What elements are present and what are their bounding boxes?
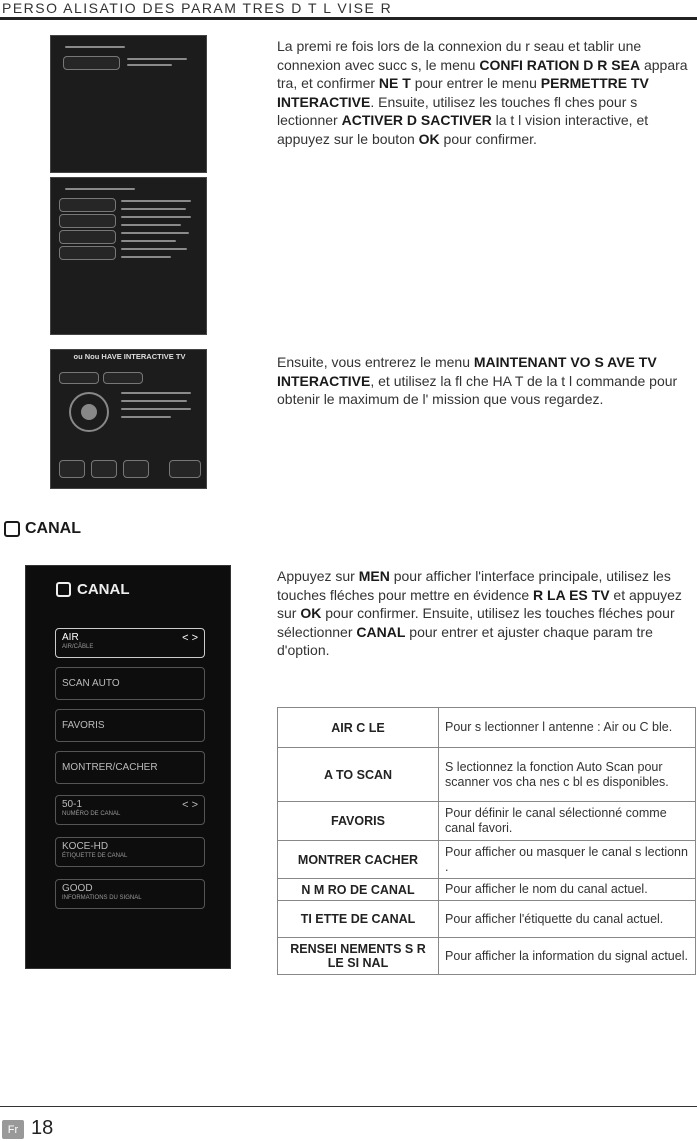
table-key: TI ETTE DE CANAL <box>278 901 439 938</box>
table-key: A TO SCAN <box>278 748 439 802</box>
table-row <box>278 901 696 938</box>
canal-menu-item: GOOD INFORMATIONS DU SIGNAL <box>55 879 205 909</box>
screenshot-caption: ou Nou HAVE INTERACTIVE TV <box>73 352 186 361</box>
canal-menu-screenshot <box>25 565 231 969</box>
table-value: Pour afficher le nom du canal actuel. <box>439 879 696 901</box>
table-value: Pour définir le canal sélectionné comme canal favori. <box>439 802 696 841</box>
square-icon <box>56 582 71 597</box>
table-value: S lectionnez la fonction Auto Scan pour scanner vos cha nes c bl es disponibles. <box>439 748 696 802</box>
screenshot-network-config <box>50 35 207 173</box>
table-key: MONTRER CACHER <box>278 841 439 879</box>
table-row <box>278 879 696 901</box>
table-value: Pour s lectionner l antenne : Air ou C ble. <box>439 708 696 748</box>
canal-menu-item: SCAN AUTO <box>55 667 205 700</box>
table-row <box>278 841 696 879</box>
table-row <box>278 802 696 841</box>
paragraph-network-config: La premi re fois lors de la connexion du r seau et tablir une connexion avec succ s, le menu CONFI RATION D R SEA appara tra, et confirmer NE T pour entrer le menu PERMETTRE TV INTERACTIVE. Ensuite, utilisez les touches fl ches pour s lectionner ACTIVER D SACTIVER la t l vision interactive, et appuyez sur le bouton OK pour confirmer. <box>277 38 688 147</box>
section-title-canal: CANAL <box>4 520 81 538</box>
table-value: Pour afficher ou masquer le canal s lectionn . <box>439 841 696 879</box>
paragraph-canal-instructions: Appuyez sur MEN pour afficher l'interface principale, utilisez les touches fléches pour mettre en évidence R LA ES TV et appuyez sur OK pour confirmer. Ensuite, utilisez les touches fléches pour sélectionner CANAL pour entrer et ajuster chaque param tre d'option. <box>277 568 682 658</box>
canal-menu-item: 50-1 NUMÉRO DE CANAL < > <box>55 795 205 825</box>
footer-divider <box>0 1106 697 1107</box>
table-row <box>278 938 696 975</box>
table-row <box>278 748 696 802</box>
canal-menu-item: MONTRER/CACHER <box>55 751 205 784</box>
table-key: AIR C LE <box>278 708 439 748</box>
canal-menu-item: KOCE-HD ÉTIQUETTE DE CANAL <box>55 837 205 867</box>
page-header <box>0 0 697 22</box>
screenshot-interactive-tv-menu <box>50 177 207 335</box>
canal-menu-item: AIR AIR/CÂBLE < > <box>55 628 205 658</box>
page-number: 18 <box>31 1117 54 1139</box>
screenshot-now-have-interactive-tv <box>50 349 207 489</box>
canal-menu-title: CANAL <box>56 581 130 598</box>
table-key: RENSEI NEMENTS S R LE SI NAL <box>278 938 439 975</box>
paragraph-interactive-tv: Ensuite, vous entrerez le menu MAINTENANT VO S AVE TV INTERACTIVE, et utilisez la fl che HA T de la t l commande pour obtenir le maximum de l' mission que vous regardez. <box>277 354 678 407</box>
table-key: FAVORIS <box>278 802 439 841</box>
table-value: Pour afficher l'étiquette du canal actuel. <box>439 901 696 938</box>
canal-menu-item: FAVORIS <box>55 709 205 742</box>
canal-options-table <box>277 707 696 975</box>
language-badge: Fr <box>2 1120 24 1139</box>
page-title: PERSO ALISATIO DES PARAM TRES D T L VISE R <box>2 0 393 16</box>
square-icon <box>4 521 20 537</box>
table-key: N M RO DE CANAL <box>278 879 439 901</box>
table-row <box>278 708 696 748</box>
table-value: Pour afficher la information du signal actuel. <box>439 938 696 975</box>
header-divider <box>0 17 697 20</box>
